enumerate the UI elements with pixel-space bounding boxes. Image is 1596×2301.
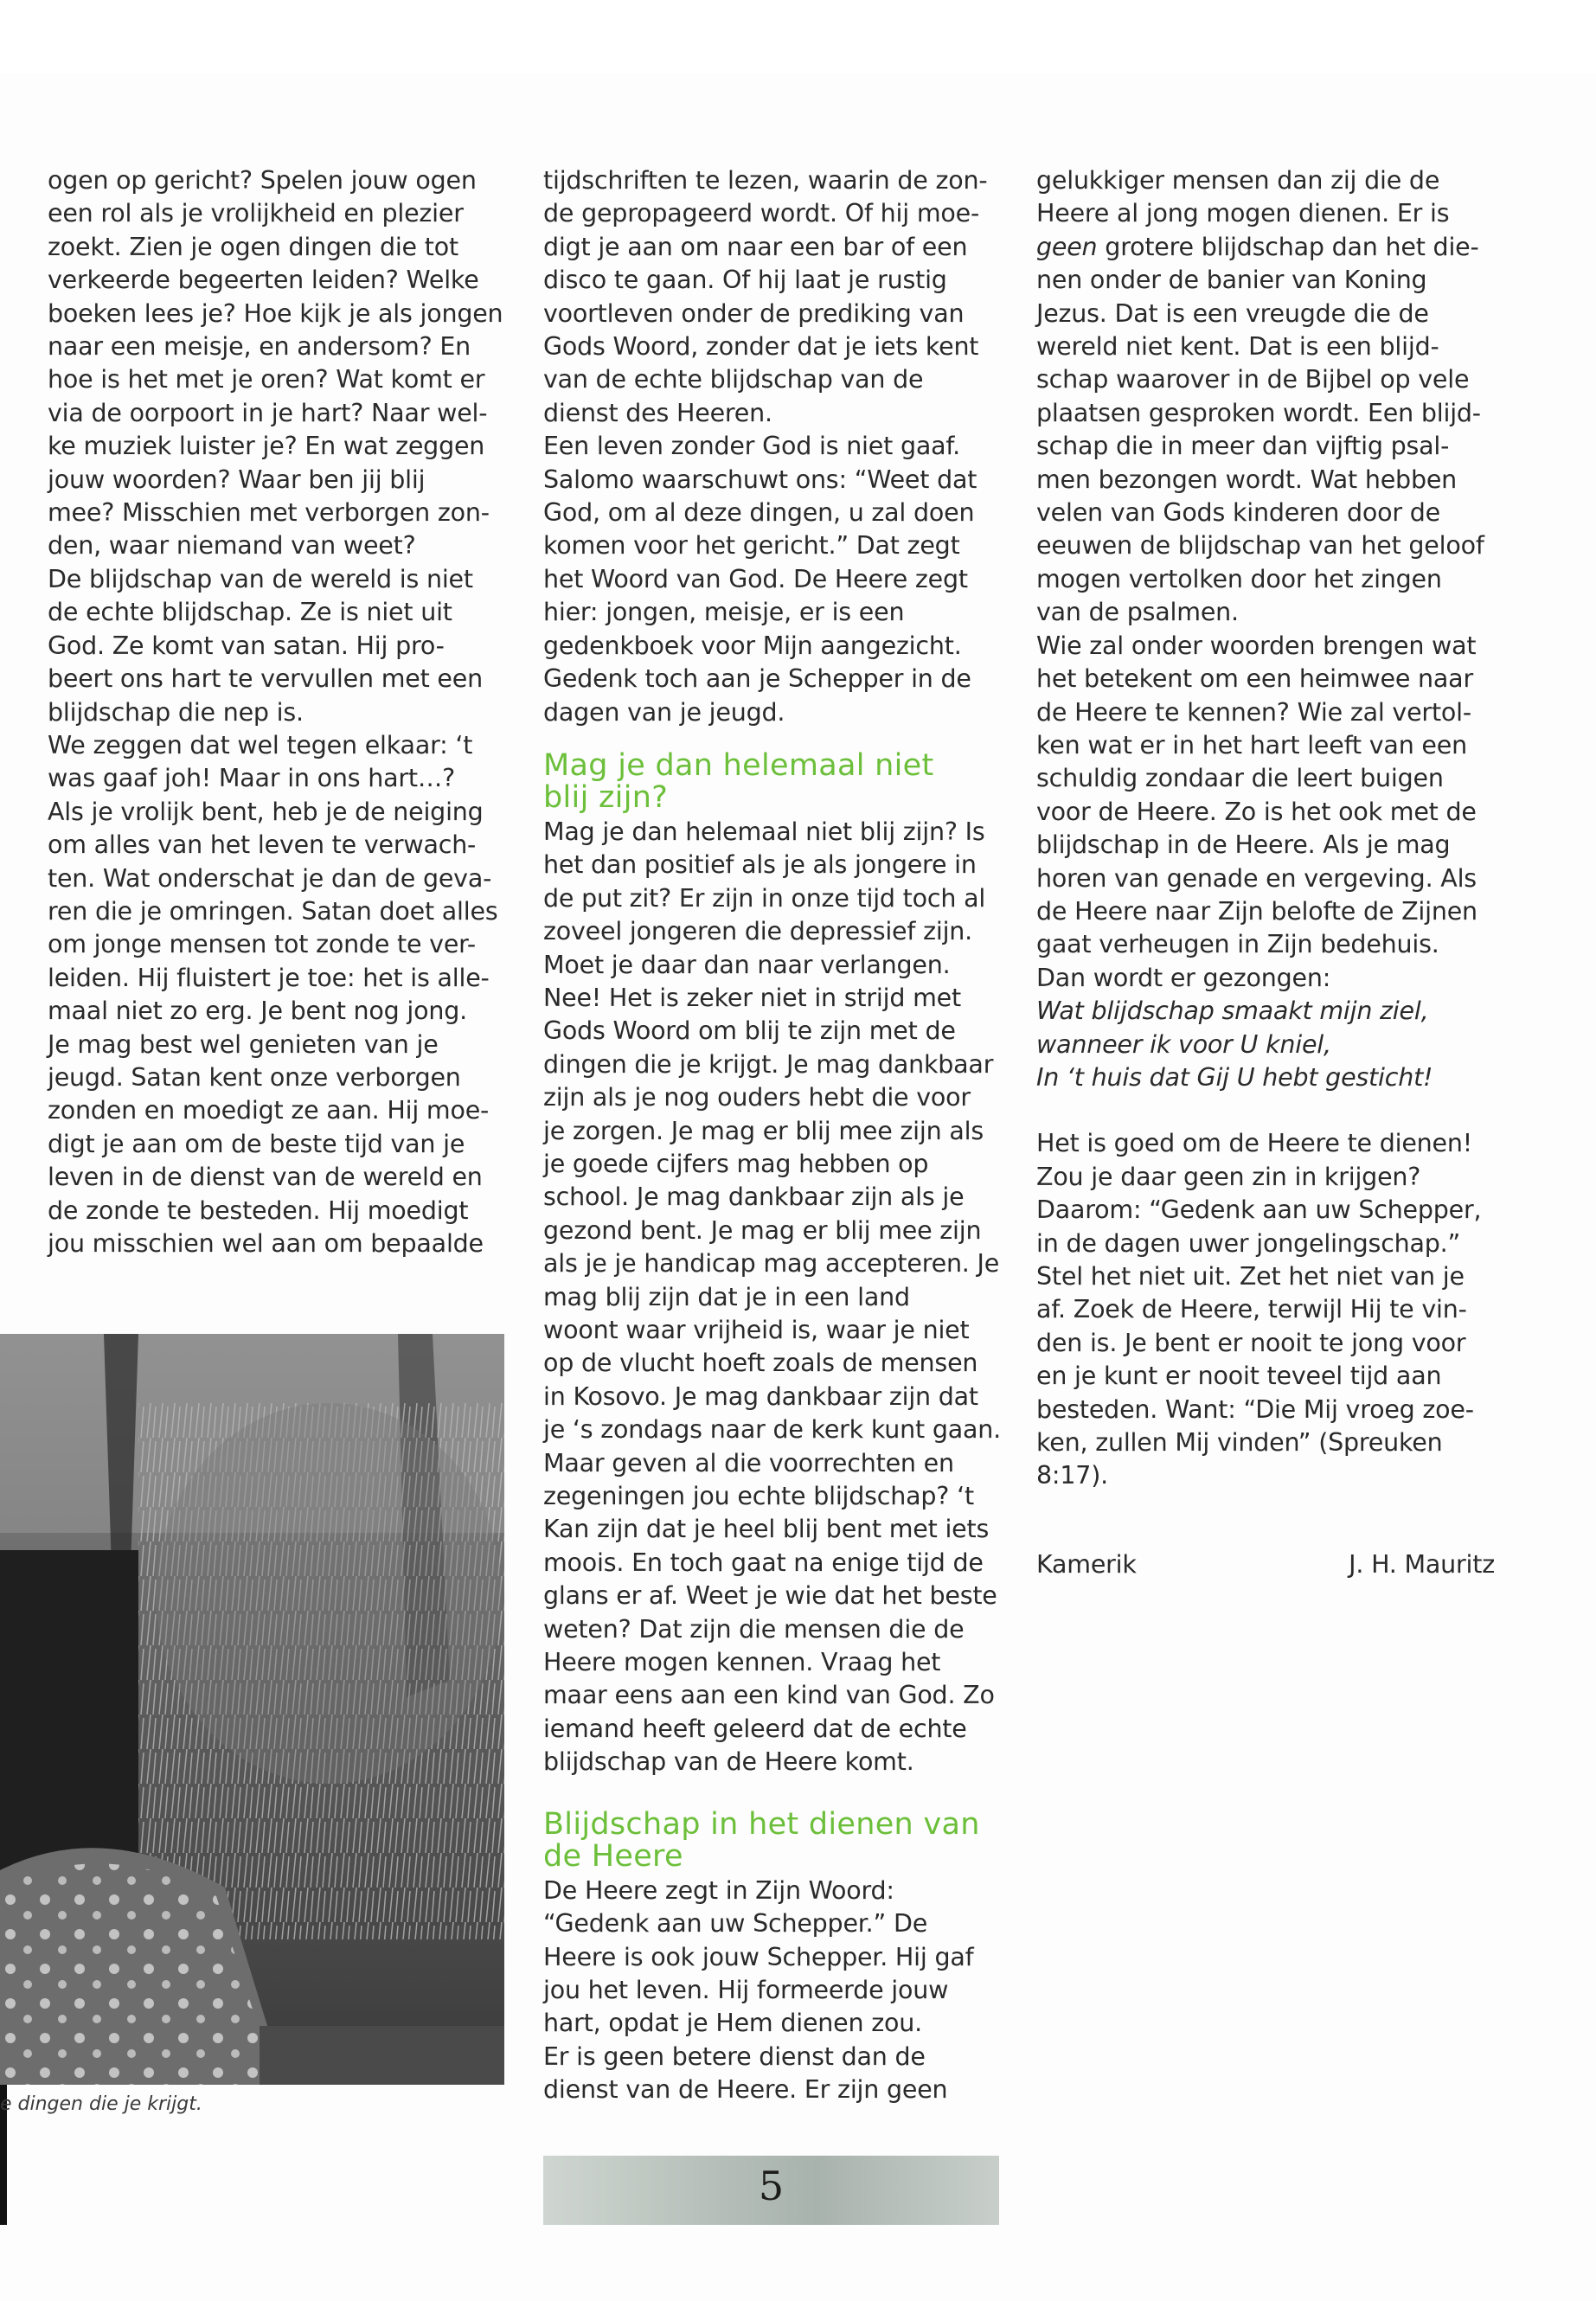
text-line: Mag je dan helemaal niet blij zijn? Is — [543, 817, 985, 846]
text-line: dienst van de Heere. Er zijn geen — [543, 2075, 948, 2105]
text-line: boeken lees je? Hoe kijk je als jongen — [48, 298, 503, 328]
text-line: ken, zullen Mij vinden” (Spreuken — [1036, 1428, 1443, 1458]
text-line: zonden en moedigt ze aan. Hij moe- — [48, 1096, 490, 1125]
text-line: Stel het niet uit. Zet het niet van je — [1036, 1262, 1465, 1291]
text-line: “Gedenk aan uw Schepper.” De — [543, 1909, 928, 1939]
text-line: Jezus. Dat is een vreugde die de — [1036, 298, 1429, 328]
text-line: een rol als je vrolijkheid en plezier — [48, 199, 464, 228]
signature — [1036, 1548, 1495, 1581]
section-heading-dienen — [543, 1806, 1002, 1874]
text-line: maar eens aan een kind van God. Zo — [543, 1681, 995, 1710]
text-line: besteden. Want: “Die Mij vroeg zoe- — [1036, 1394, 1474, 1424]
photo-caption: e dingen die je krijgt. — [0, 2093, 202, 2115]
text-line: schap die in meer dan vijftig psal- — [1036, 432, 1450, 461]
signature-place: Kamerik — [1036, 1549, 1137, 1579]
text-line: en je kunt er nooit teveel tijd aan — [1036, 1362, 1442, 1391]
text-line: schap waarover in de Bijbel op vele — [1036, 365, 1470, 394]
column-2-intro-text — [543, 164, 1002, 729]
text-line: ten. Wat onderschat je dan de geva- — [48, 863, 492, 893]
heading-line: de Heere — [543, 1838, 683, 1874]
text-line: van de echte blijdschap van de — [543, 365, 924, 394]
text-line: voortleven onder de prediking van — [543, 298, 965, 328]
heading-line: Mag je dan helemaal niet — [543, 747, 934, 783]
text-line: komen voor het gericht.” Dat zegt — [543, 531, 960, 561]
text-line: eeuwen de blijdschap van het geloof — [1036, 531, 1484, 561]
text-line: den is. Je bent er nooit te jong voor — [1036, 1328, 1466, 1357]
text-line: ken wat er in het hart leeft van een — [1036, 730, 1467, 760]
text-line: velen van Gods kinderen door de — [1036, 498, 1440, 528]
text-line: hart, opdat je Hem dienen zou. — [543, 2009, 922, 2038]
text-line: wanneer ik voor U kniel, — [1036, 1029, 1331, 1059]
text-line: je zorgen. Je mag er blij mee zijn als — [543, 1116, 984, 1145]
text-line: om jonge mensen tot zonde te ver- — [48, 930, 476, 959]
text-line: Heere mogen kennen. Vraag het — [543, 1648, 941, 1677]
text-line: weten? Dat zijn die mensen die de — [543, 1614, 965, 1644]
section-heading-blij-zijn — [543, 747, 1002, 815]
text-line: We zeggen dat wel tegen elkaar: ‘t — [48, 730, 473, 760]
column-3-closing-text — [1036, 1127, 1503, 1492]
column-2 — [543, 164, 1002, 2107]
text-line: schuldig zondaar die leert buigen — [1036, 764, 1444, 793]
text-line: de echte blijdschap. Ze is niet uit — [48, 598, 452, 627]
text-line: Heere al jong mogen dienen. Er is — [1036, 199, 1450, 228]
text-line: gezond bent. Je mag er blij mee zijn — [543, 1215, 982, 1245]
text-line: Je mag best wel genieten van je — [48, 1029, 439, 1059]
column-1 — [48, 164, 504, 1260]
text-line: iemand heeft geleerd dat de echte — [543, 1714, 967, 1743]
text-line: Heere is ook jouw Schepper. Hij gaf — [543, 1942, 974, 1971]
text-line: gaat verheugen in Zijn bedehuis. — [1036, 930, 1439, 959]
paragraph-spacer — [1036, 1094, 1503, 1127]
text-line: Wie zal onder woorden brengen wat — [1036, 631, 1477, 660]
text-line: Er is geen betere dienst dan de — [543, 2041, 926, 2071]
signature-author: J. H. Mauritz — [1349, 1549, 1495, 1579]
text-line: plaatsen gesproken wordt. Een blijd- — [1036, 398, 1481, 427]
text-line: via de oorpoort in je hart? Naar wel- — [48, 398, 488, 427]
text-line: leven in de dienst van de wereld en — [48, 1163, 483, 1192]
text-line: hoe is het met je oren? Wat komt er — [48, 365, 485, 394]
text-line: Een leven zonder God is niet gaaf. — [543, 432, 960, 461]
text-line: God. Ze komt van satan. Hij pro- — [48, 631, 445, 660]
text-line: Daarom: “Gedenk aan uw Schepper, — [1036, 1195, 1482, 1225]
psalm-quote — [1036, 995, 1503, 1094]
text-fragment: grotere blijdschap dan het die- — [1097, 232, 1479, 261]
text-line: Wat blijdschap smaakt mijn ziel, — [1036, 997, 1429, 1026]
text-line: woont waar vrijheid is, waar je niet — [543, 1316, 970, 1344]
text-line: tijdschriften te lezen, waarin de zon- — [543, 166, 988, 195]
text-line: den, waar niemand van weet? — [48, 531, 416, 561]
text-line: Als je vrolijk bent, heb je de neiging — [48, 797, 484, 826]
text-line: de Heere naar Zijn belofte de Zijnen — [1036, 896, 1477, 926]
text-line: horen van genade en vergeving. Als — [1036, 863, 1477, 893]
heading-line: blij zijn? — [543, 779, 669, 815]
text-line: Zou je daar geen zin in krijgen? — [1036, 1162, 1421, 1191]
text-line: dagen van je jeugd. — [543, 697, 785, 727]
text-line: nen onder de banier van Koning — [1036, 266, 1427, 295]
text-line: school. Je mag dankbaar zijn als je — [543, 1183, 965, 1212]
text-line: maal niet zo erg. Je bent nog jong. — [48, 997, 467, 1026]
text-line: men bezongen wordt. Wat hebben — [1036, 465, 1458, 494]
emphasis-word: geen — [1036, 232, 1098, 261]
column-2-section-1-text — [543, 816, 1002, 1779]
text-line: leiden. Hij fluistert je toe: het is alle- — [48, 963, 490, 992]
text-line: gedenkboek voor Mijn aangezicht. — [543, 631, 962, 660]
photo-child-in-garden — [0, 1334, 504, 2085]
text-line: jeugd. Satan kent onze verborgen — [48, 1062, 461, 1092]
text-line: disco te gaan. Of hij laat je rustig — [543, 266, 947, 295]
text-line: verkeerde begeerten leiden? Welke — [48, 266, 479, 295]
text-line: God, om al deze dingen, u zal doen — [543, 498, 975, 528]
text-line: het betekent om een heimwee naar — [1036, 664, 1473, 694]
text-line: De blijdschap van de wereld is niet — [48, 564, 473, 593]
text-line: 8:17). — [1036, 1461, 1108, 1490]
text-line: mogen vertolken door het zingen — [1036, 564, 1442, 593]
text-line: Kan zijn dat je heel blij bent met iets — [543, 1515, 990, 1544]
text-line: dingen die je krijgt. Je mag dankbaar — [543, 1049, 994, 1079]
text-line: mee? Misschien met verborgen zon- — [48, 498, 490, 528]
page-top-margin — [0, 0, 1596, 74]
text-line: ke muziek luister je? En wat zeggen — [48, 432, 485, 461]
text-line: Nee! Het is zeker niet in strijd met — [543, 983, 961, 1012]
page-number-bar — [543, 2156, 999, 2225]
text-line: ogen op gericht? Spelen jouw ogen — [48, 166, 477, 195]
text-line: Dan wordt er gezongen: — [1036, 963, 1331, 992]
text-line: in de dagen uwer jongelingschap.” — [1036, 1228, 1461, 1258]
heading-line: Blijdschap in het dienen van — [543, 1806, 980, 1842]
text-line-with-emphasis — [1036, 231, 1503, 264]
text-line: jouw woorden? Waar ben jij blij — [48, 465, 426, 494]
text-line: de put zit? Er zijn in onze tijd toch al — [543, 883, 986, 913]
text-line: Gods Woord om blij te zijn met de — [543, 1016, 956, 1046]
text-line: je ‘s zondags naar de kerk kunt gaan. — [543, 1415, 1001, 1445]
text-line: zoekt. Zien je ogen dingen die tot — [48, 232, 458, 261]
text-line: blijdschap van de Heere komt. — [543, 1747, 914, 1777]
text-line: was gaaf joh! Maar in ons hart…? — [48, 764, 456, 793]
text-line: voor de Heere. Zo is het ook met de — [1036, 797, 1477, 826]
text-line: van de psalmen. — [1036, 598, 1239, 627]
photo-illustration — [0, 1334, 504, 2085]
text-line: gelukkiger mensen dan zij die de — [1036, 166, 1440, 195]
column-1-text — [48, 164, 504, 1260]
text-line: af. Zoek de Heere, terwijl Hij te vin- — [1036, 1295, 1467, 1324]
text-line: jou misschien wel aan om bepaalde — [48, 1229, 484, 1258]
text-line: om alles van het leven te verwach- — [48, 830, 477, 860]
text-line: digt je aan om de beste tijd van je — [48, 1129, 465, 1158]
text-line: hier: jongen, meisje, er is een — [543, 598, 905, 627]
text-line: beert ons hart te vervullen met een — [48, 664, 483, 694]
text-line: het dan positief als je als jongere in — [543, 850, 977, 880]
text-line: op de vlucht hoeft zoals de mensen — [543, 1349, 978, 1378]
column-3 — [1036, 164, 1503, 1581]
text-line: Moet je daar dan naar verlangen. — [543, 950, 951, 979]
text-line: zoveel jongeren die depressief zijn. — [543, 917, 973, 946]
text-line: moois. En toch gaat na enige tijd de — [543, 1548, 984, 1577]
text-line: jou het leven. Hij formeerde jouw — [543, 1975, 949, 2004]
text-line: als je je handicap mag accepteren. Je — [543, 1249, 1000, 1279]
page-number: 5 — [758, 2163, 785, 2209]
text-line: Gods Woord, zonder dat je iets kent — [543, 332, 979, 362]
text-line: het Woord van God. De Heere zegt — [543, 564, 968, 593]
text-line: zegeningen jou echte blijdschap? ‘t — [543, 1482, 974, 1511]
column-3-main-text — [1036, 264, 1503, 995]
text-line: dienst des Heeren. — [543, 398, 772, 427]
text-line: digt je aan om naar een bar of een — [543, 232, 968, 261]
text-line: wereld niet kent. Dat is een blijd- — [1036, 332, 1439, 362]
text-line: Gedenk toch aan je Schepper in de — [543, 664, 971, 694]
text-line: mag blij zijn dat je in een land — [543, 1282, 910, 1311]
text-line: blijdschap die nep is. — [48, 697, 304, 727]
text-line: zijn als je nog ouders hebt die voor — [543, 1083, 971, 1112]
text-line: Maar geven al die voorrechten en — [543, 1448, 954, 1477]
text-line: In ‘t huis dat Gij U hebt gesticht! — [1036, 1062, 1433, 1092]
text-line: Salomo waarschuwt ons: “Weet dat — [543, 465, 977, 494]
text-line: de zonde te besteden. Hij moedigt — [48, 1195, 469, 1225]
text-line: in Kosovo. Je mag dankbaar zijn dat — [543, 1381, 978, 1411]
text-line: naar een meisje, en andersom? En — [48, 332, 471, 362]
text-line: Het is goed om de Heere te dienen! — [1036, 1129, 1472, 1158]
text-line: ren die je omringen. Satan doet alles — [48, 896, 498, 926]
text-line: de Heere te kennen? Wie zal vertol- — [1036, 697, 1471, 727]
text-line: de gepropageerd wordt. Of hij moe- — [543, 199, 980, 228]
column-2-section-2-text — [543, 1875, 1002, 2107]
text-line: je goede cijfers mag hebben op — [543, 1149, 929, 1178]
text-line: blijdschap in de Heere. Als je mag — [1036, 830, 1451, 860]
text-line: glans er af. Weet je wie dat het beste — [543, 1581, 997, 1611]
text-line: De Heere zegt in Zijn Woord: — [543, 1875, 894, 1905]
